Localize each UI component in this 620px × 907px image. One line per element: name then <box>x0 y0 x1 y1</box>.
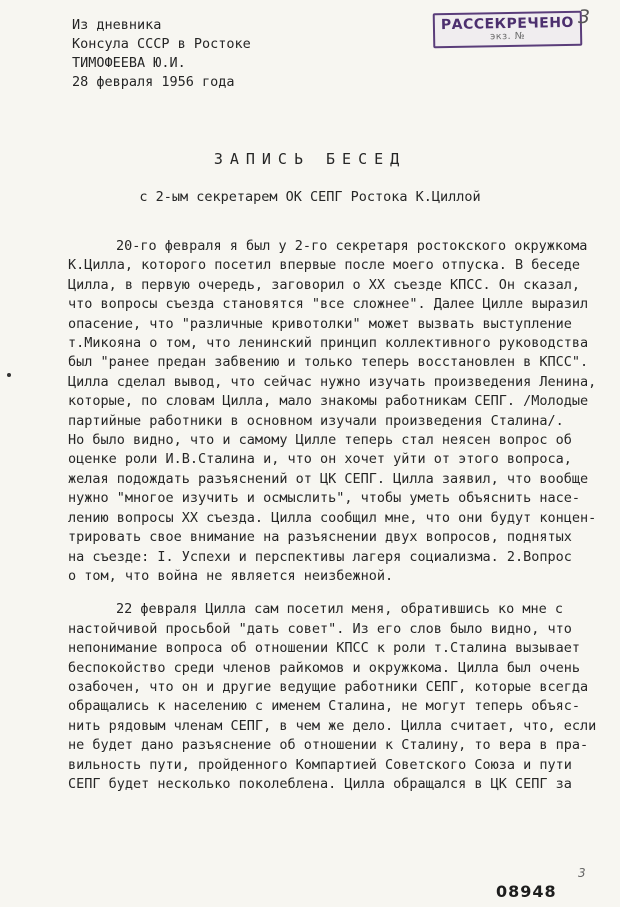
text-line: 22 февраля Цилла сам посетил меня, обратившись ко мне с <box>116 601 564 618</box>
text-line: Цилла сделал вывод, что сейчас нужно изучать произведения Ленина, <box>68 373 597 390</box>
paragraph-gap <box>68 586 598 600</box>
document-title: ЗАПИСЬ БЕСЕД <box>213 150 407 168</box>
text-line: СЕПГ будет несколько поколеблена. Цилла обращался в ЦК СЕПГ за <box>68 775 572 792</box>
paragraph-1 <box>68 237 598 586</box>
page-number-mark: 3 <box>578 6 591 28</box>
text-line: обращались к населению с именем Сталина, не могут теперь объяс- <box>68 698 581 715</box>
corner-mark: 3 <box>578 866 586 880</box>
text-line: озабочен, что он и другие ведущие работники СЕПГ, которые всегда <box>68 678 589 695</box>
text-line: непонимание вопроса об отношении КПСС к роли т.Сталина вызывает <box>68 640 581 657</box>
text-line: т.Микояна о том, что ленинский принцип коллективного руководства <box>68 335 589 352</box>
text-line: что вопросы съезда становятся "все сложнее". Далее Цилле выразил <box>68 296 589 313</box>
stamp-sub: экз. № <box>490 30 526 43</box>
margin-dot <box>7 373 11 377</box>
text-line: К.Цилла, которого посетил впервые после моего отпуска. В беседе <box>68 257 581 274</box>
document-body <box>68 237 598 794</box>
stamp-text: РАССЕКРЕЧЕНО <box>440 14 575 34</box>
text-line: беспокойство среди членов райкомов и окружкома. Цилла был очень <box>68 659 581 676</box>
text-line: настойчивой просьбой "дать совет". Из его слов было видно, что <box>68 620 572 637</box>
document-header <box>72 16 251 92</box>
text-line: опасение, что "различные кривотолки" может вызвать выступление <box>68 315 572 332</box>
text-line: 20-го февраля я был у 2-го секретаря ростокского окружкома <box>116 238 588 254</box>
text-line: Цилла, в первую очередь, заговорил о XX съезде КПСС. Он сказал, <box>68 276 581 293</box>
text-line: трировать свое внимание на разъяснении двух вопросов, поднятых <box>68 529 572 546</box>
text-line: желая подождать разъяснений от ЦК СЕПГ. Цилла заявил, что вообще <box>68 470 589 487</box>
text-line: был "ранее предан забвению и только теперь восстановлен в КПСС". <box>68 354 589 371</box>
header-line: 28 февраля 1956 года <box>72 74 235 90</box>
text-line: не будет дано разъяснение об отношении к Сталину, то вера в пра- <box>68 737 589 754</box>
archive-number: 08948 <box>496 882 557 901</box>
text-line: Но было видно, что и самому Цилле теперь стал неясен вопрос об <box>68 432 572 449</box>
text-line: вильность пути, пройденного Компартией Советского Союза и пути <box>68 756 572 773</box>
text-line: лению вопросы XX съезда. Цилла сообщил мне, что они будут концен- <box>68 509 597 526</box>
header-line: Консула СССР в Ростоке <box>72 36 251 52</box>
text-line: о том, что война не является неизбежной. <box>68 567 394 584</box>
text-line: которые, по словам Цилла, мало знакомы работникам СЕПГ. /Молодые <box>68 393 589 410</box>
declassified-stamp <box>433 11 583 49</box>
document-subtitle: с 2-ым секретарем ОК СЕПГ Ростока К.Циллой <box>139 189 481 205</box>
text-line: нить рядовым членам СЕПГ, в чем же дело. Цилла считает, что, если <box>68 717 597 734</box>
text-line: оценке роли И.В.Сталина и, что он хочет уйти от этого вопроса, <box>68 451 572 468</box>
paragraph-2 <box>68 600 598 794</box>
header-line: ТИМОФЕЕВА Ю.И. <box>72 55 186 71</box>
header-line: Из дневника <box>72 17 162 33</box>
text-line: на съезде: I. Успехи и перспективы лагеря социализма. 2.Вопрос <box>68 548 572 565</box>
text-line: нужно "многое изучить и осмыслить", чтобы уметь объяснить насе- <box>68 490 581 507</box>
text-line: партийные работники в основном изучали произведения Сталина/. <box>68 412 564 429</box>
